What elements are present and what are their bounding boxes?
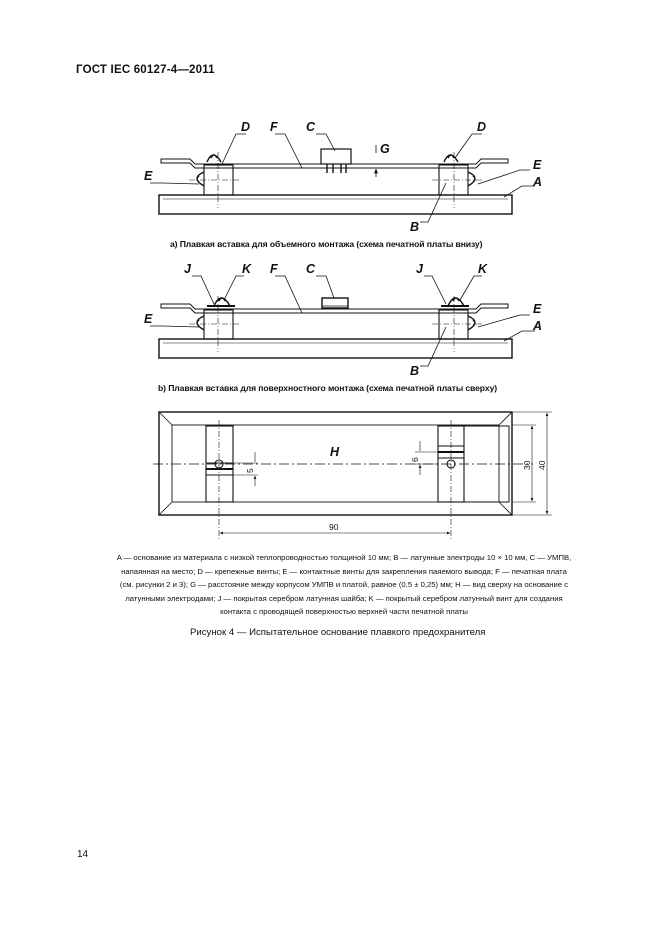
label-b-j-left: J — [184, 262, 191, 276]
caption-b: b) Плавкая вставка для поверхностного монтажа (схема печатной платы сверху) — [158, 383, 498, 393]
label-a-a: A — [533, 175, 543, 189]
dim-40: 40 — [537, 460, 547, 470]
page-number: 14 — [77, 849, 89, 860]
label-a-e-left: E — [144, 169, 153, 183]
label-a-d-left: D — [241, 120, 251, 134]
label-b-e-right: E — [533, 302, 542, 316]
label-b-a: A — [533, 319, 543, 333]
legend-line: контакта с проводящей поверхностью верхней части печатной платы — [220, 607, 468, 617]
diagram-b-side-view — [150, 276, 535, 366]
legend-line: (см. рисунки 2 и 3); G — расстояние между корпусом УМПВ и платой, равное (0,5 ± 0,25) мм; H — вид сверху на основание с — [119, 580, 569, 590]
label-c-h: H — [330, 445, 340, 459]
label-b-b: B — [410, 364, 420, 378]
caption-a: a) Плавкая вставка для объемного монтажа (схема печатной платы внизу) — [170, 239, 483, 249]
diagram-c-top-view — [153, 412, 552, 540]
diagram-a-side-view — [150, 134, 535, 222]
figure-legend — [84, 551, 604, 619]
label-a-e-right: E — [533, 158, 542, 172]
label-a-b: B — [410, 220, 420, 234]
component-c — [321, 149, 351, 164]
legend-line: напаянная на место; D — крепежные винты; E — контактные винты для закрепления паяемого вывода; F — печатная плата — [121, 566, 567, 576]
component-c-b — [322, 298, 348, 308]
screw-d-left — [207, 155, 221, 162]
dim-90: 90 — [329, 522, 339, 532]
legend-line: латунными электродами; J — покрытая серебром латунная шайба; K — покрытый серебром латунный винт для создания — [125, 593, 563, 603]
document-header: ГОСТ IEC 60127-4—2011 — [76, 64, 215, 76]
dim-6: 6 — [410, 457, 420, 462]
label-b-e-left: E — [144, 312, 153, 326]
legend-line: A — основание из материала с низкой теплопроводностью толщиной 10 мм; B — латунные электроды 10 × 10 мм, C — УМПВ, — [116, 553, 572, 562]
label-a-c: C — [306, 120, 316, 134]
label-b-f: F — [270, 262, 278, 276]
screw-e-right — [468, 172, 475, 186]
label-b-k-right: K — [478, 262, 488, 276]
dim-5: 5 — [245, 468, 255, 473]
label-a-d-right: D — [477, 120, 487, 134]
screw-k-right — [448, 298, 464, 306]
screw-k-left — [214, 298, 230, 306]
label-b-j-right: J — [416, 262, 423, 276]
electrode-right-b — [439, 310, 468, 339]
label-b-c: C — [306, 262, 316, 276]
dim-30: 30 — [522, 460, 532, 470]
electrode-left-b — [204, 310, 233, 339]
label-b-k-left: K — [242, 262, 252, 276]
base-a-b — [159, 339, 512, 358]
label-a-g: G — [380, 142, 390, 156]
figure-title: Рисунок 4 — Испытательное основание плавкого предохранителя — [190, 627, 486, 638]
base-a — [159, 195, 512, 214]
label-a-f: F — [270, 120, 278, 134]
screw-e-right-b — [468, 316, 475, 330]
screw-e-left-b — [197, 316, 204, 330]
